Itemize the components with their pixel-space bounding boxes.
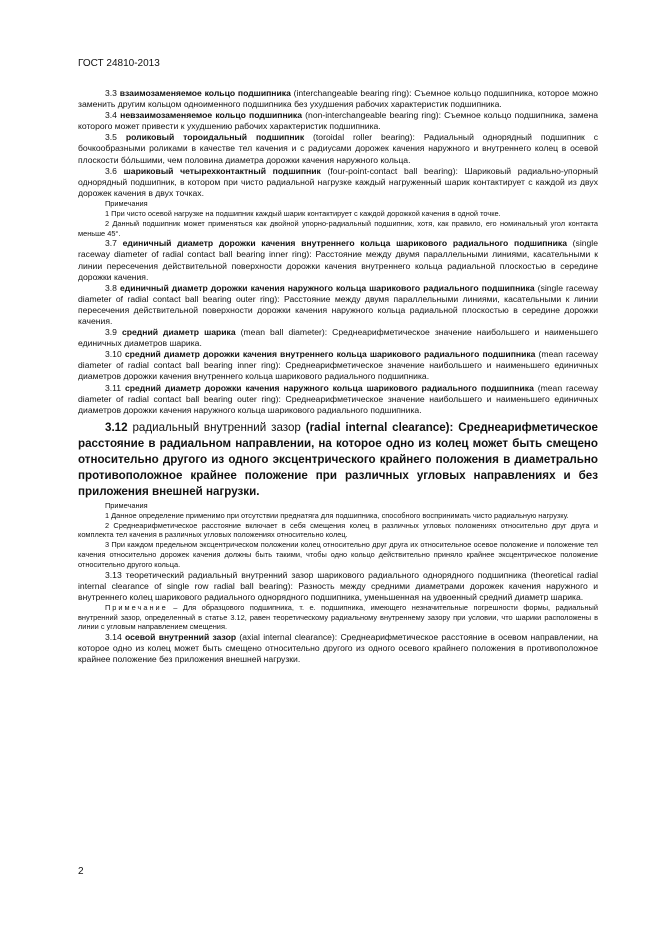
note-3-13 bbox=[78, 603, 598, 632]
clause-number: 3.3 bbox=[105, 88, 120, 98]
term: средний диаметр шарика bbox=[121, 327, 236, 338]
note-1: 1 Данное определение применимо при отсутствии преднатяга для подшипника, способного воспринимать чисто радиальную нагрузку. bbox=[105, 510, 569, 520]
clause-3-12 bbox=[78, 420, 598, 500]
definition: (mean ball diameter): Среднеарифметическое значение наибольшего и наименьшего единичных диаметров шарика. bbox=[78, 327, 598, 349]
clause-3-13: 3.13 теоретический радиальный внутренний зазор шарикового радиального однорядного подшипника (theoretical radial internal clearance of single row radial ball bearing): Разность между средними диаметрами дорожек качения наружного и внутреннего колец шарикового радиального однорядного подшипника, уменьшенная на удвоенный средний диаметр шарика. bbox=[78, 569, 598, 602]
page-number: 2 bbox=[78, 866, 84, 877]
definition: (axial internal clearance): Среднеарифметическое расстояние в осевом направлении, на которое одно из колец может быть смещено относительно другого из одного осевого крайнего положения в противоположное крайнее положение без приложения внешней нагрузки. bbox=[78, 632, 598, 665]
clause-number: 3.12 bbox=[105, 420, 133, 434]
note-2: 2 Среднеарифметическое расстояние включает в себя смещения колец в различных угловых положениях относительно друг друга и комплекта тел качения в различных угловых положениях относительно колец. bbox=[78, 520, 598, 540]
definition: (toroidal roller bearing): Радиальный однорядный подшипник с бочкообразными роликами в качестве тел качения и с радиусами дорожек качения наружного и внутреннего колец в осевой плоскости бо́льшими, чем половина диаметра дорожки качения наружного кольца. bbox=[78, 132, 598, 165]
clause-3-3 bbox=[78, 88, 598, 110]
notes-label: Примечания bbox=[105, 198, 148, 208]
clause-3-9 bbox=[78, 327, 598, 349]
term: взаимозаменяемое кольцо подшипника bbox=[119, 88, 291, 98]
term: радиальный внутренний зазор bbox=[132, 420, 301, 434]
clause-number: 3.6 bbox=[105, 165, 124, 176]
note-2: 2 Данный подшипник может применяться как двойной упорно-радиальный подшипник, хотя, как правило, его номинальный угол контакта меньше 45°. bbox=[78, 218, 598, 238]
clause-number: 3.14 bbox=[105, 632, 126, 643]
term: роликовый тороидальный подшипник bbox=[125, 132, 305, 143]
definition: (single raceway diameter of radial contact ball bearing outer ring): Расстояние между двумя параллельными линиями, касательными к линии пересечения действительной поверхности дорожки качения наружного кольца радиальной плоскостью в середине дорожки качения. bbox=[78, 282, 598, 326]
clause-3-6 bbox=[78, 166, 598, 199]
document-body bbox=[78, 88, 598, 666]
clause-3-4 bbox=[78, 110, 598, 132]
term: осевой внутренний зазор bbox=[125, 632, 237, 643]
definition: (non-interchangeable bearing ring): Съемное кольцо подшипника, замена которого может привести к ухудшению рабочих характеристик подшипника. bbox=[78, 110, 598, 132]
clause-number: 3.7 bbox=[105, 238, 123, 249]
definition: (interchangeable bearing ring): Съемное кольцо подшипника, которое можно заменить другим кольцом одноименного подшипника без ухудшения рабочих характеристик подшипника. bbox=[78, 88, 598, 110]
clause-3-11 bbox=[78, 383, 598, 416]
note-label: Примечание bbox=[105, 602, 168, 612]
notes-label: Примечания bbox=[105, 500, 148, 510]
term: средний диаметр дорожки качения внутреннего кольца шарикового радиального подшипника bbox=[124, 349, 536, 360]
clause-number: 3.10 bbox=[105, 349, 125, 360]
term: единичный диаметр дорожки качения наружного кольца шарикового радиального подшипника bbox=[119, 282, 535, 293]
definition: (single raceway diameter of radial contact ball bearing inner ring): Расстояние между двумя параллельными линиями, касательными к линии пересечения действительной поверхности дорожки качения внутреннего кольца радиальной плоскостью в середине дорожки качения. bbox=[78, 238, 598, 282]
clause-3-14 bbox=[78, 632, 598, 665]
note-text: – Для образцового подшипника, т. е. подшипника, имеющего незначительные погрешности формы, радиальный внутренний зазор, определенный в статье 3.12, равен теоретическому радиальному внутреннему зазору при условии, что шарики расположены в линии с угловым направлением смещения. bbox=[78, 602, 598, 632]
clause-3-10 bbox=[78, 349, 598, 382]
definition: (mean raceway diameter of radial contact ball bearing outer ring): Среднеарифметическое значение наибольшего и наименьшего единичных диаметров дорожки качения наружного кольца шарикового радиального подшипника. bbox=[78, 382, 598, 415]
definition: (mean raceway diameter of radial contact ball bearing inner ring): Среднеарифметическое значение наибольшего и наименьшего единичных диаметров дорожки качения внутреннего кольца шарикового радиального подшипника. bbox=[78, 349, 598, 382]
term: шариковый четырехконтактный подшипник bbox=[123, 165, 321, 176]
clause-3-5 bbox=[78, 132, 598, 165]
clause-number: 3.9 bbox=[105, 327, 122, 338]
clause-number: 3.4 bbox=[105, 110, 121, 121]
note-3: 3 При каждом предельном эксцентрическом положении колец относительно друг друга их относительное осевое положение и положение тел качения относительно дорожек качения должны быть такими, чтобы одно кольцо действительно приняло крайнее эксцентрическое положение относительно другого кольца. bbox=[78, 540, 598, 569]
clause-number: 3.5 bbox=[105, 132, 126, 143]
definition: : Среднеарифметическое расстояние в радиальном направлении, на которое одно из колец может быть смещено относительно другого из одного эксцентрического крайнего положения в диаметрально противоположное крайнее положение при различных угловых направлениях и без приложения внешней нагрузки. bbox=[78, 420, 598, 498]
clause-number: 3.11 bbox=[105, 382, 125, 393]
clause-number: 3.8 bbox=[105, 282, 120, 293]
definition: (four-point-contact ball bearing): Шариковый радиально-упорный однорядный подшипник, в котором при чисто радиальной нагрузке каждый нагруженный шарик контактирует с каждой из двух дорожек качения в двух точках. bbox=[78, 165, 598, 198]
clause-3-7 bbox=[78, 238, 598, 282]
note-1: 1 При чисто осевой нагрузке на подшипник каждый шарик контактирует с каждой дорожкой качения в одной точке. bbox=[105, 208, 501, 218]
term: невзаимозаменяемое кольцо подшипника bbox=[120, 110, 303, 121]
term: средний диаметр дорожки качения наружного кольца шарикового радиального подшипника bbox=[124, 382, 534, 393]
clause-3-8 bbox=[78, 283, 598, 327]
english-term: (radial internal clearance) bbox=[300, 420, 450, 434]
document-header: ГОСТ 24810-2013 bbox=[78, 58, 160, 69]
term: единичный диаметр дорожки качения внутреннего кольца шарикового радиального подшипника bbox=[122, 238, 567, 249]
